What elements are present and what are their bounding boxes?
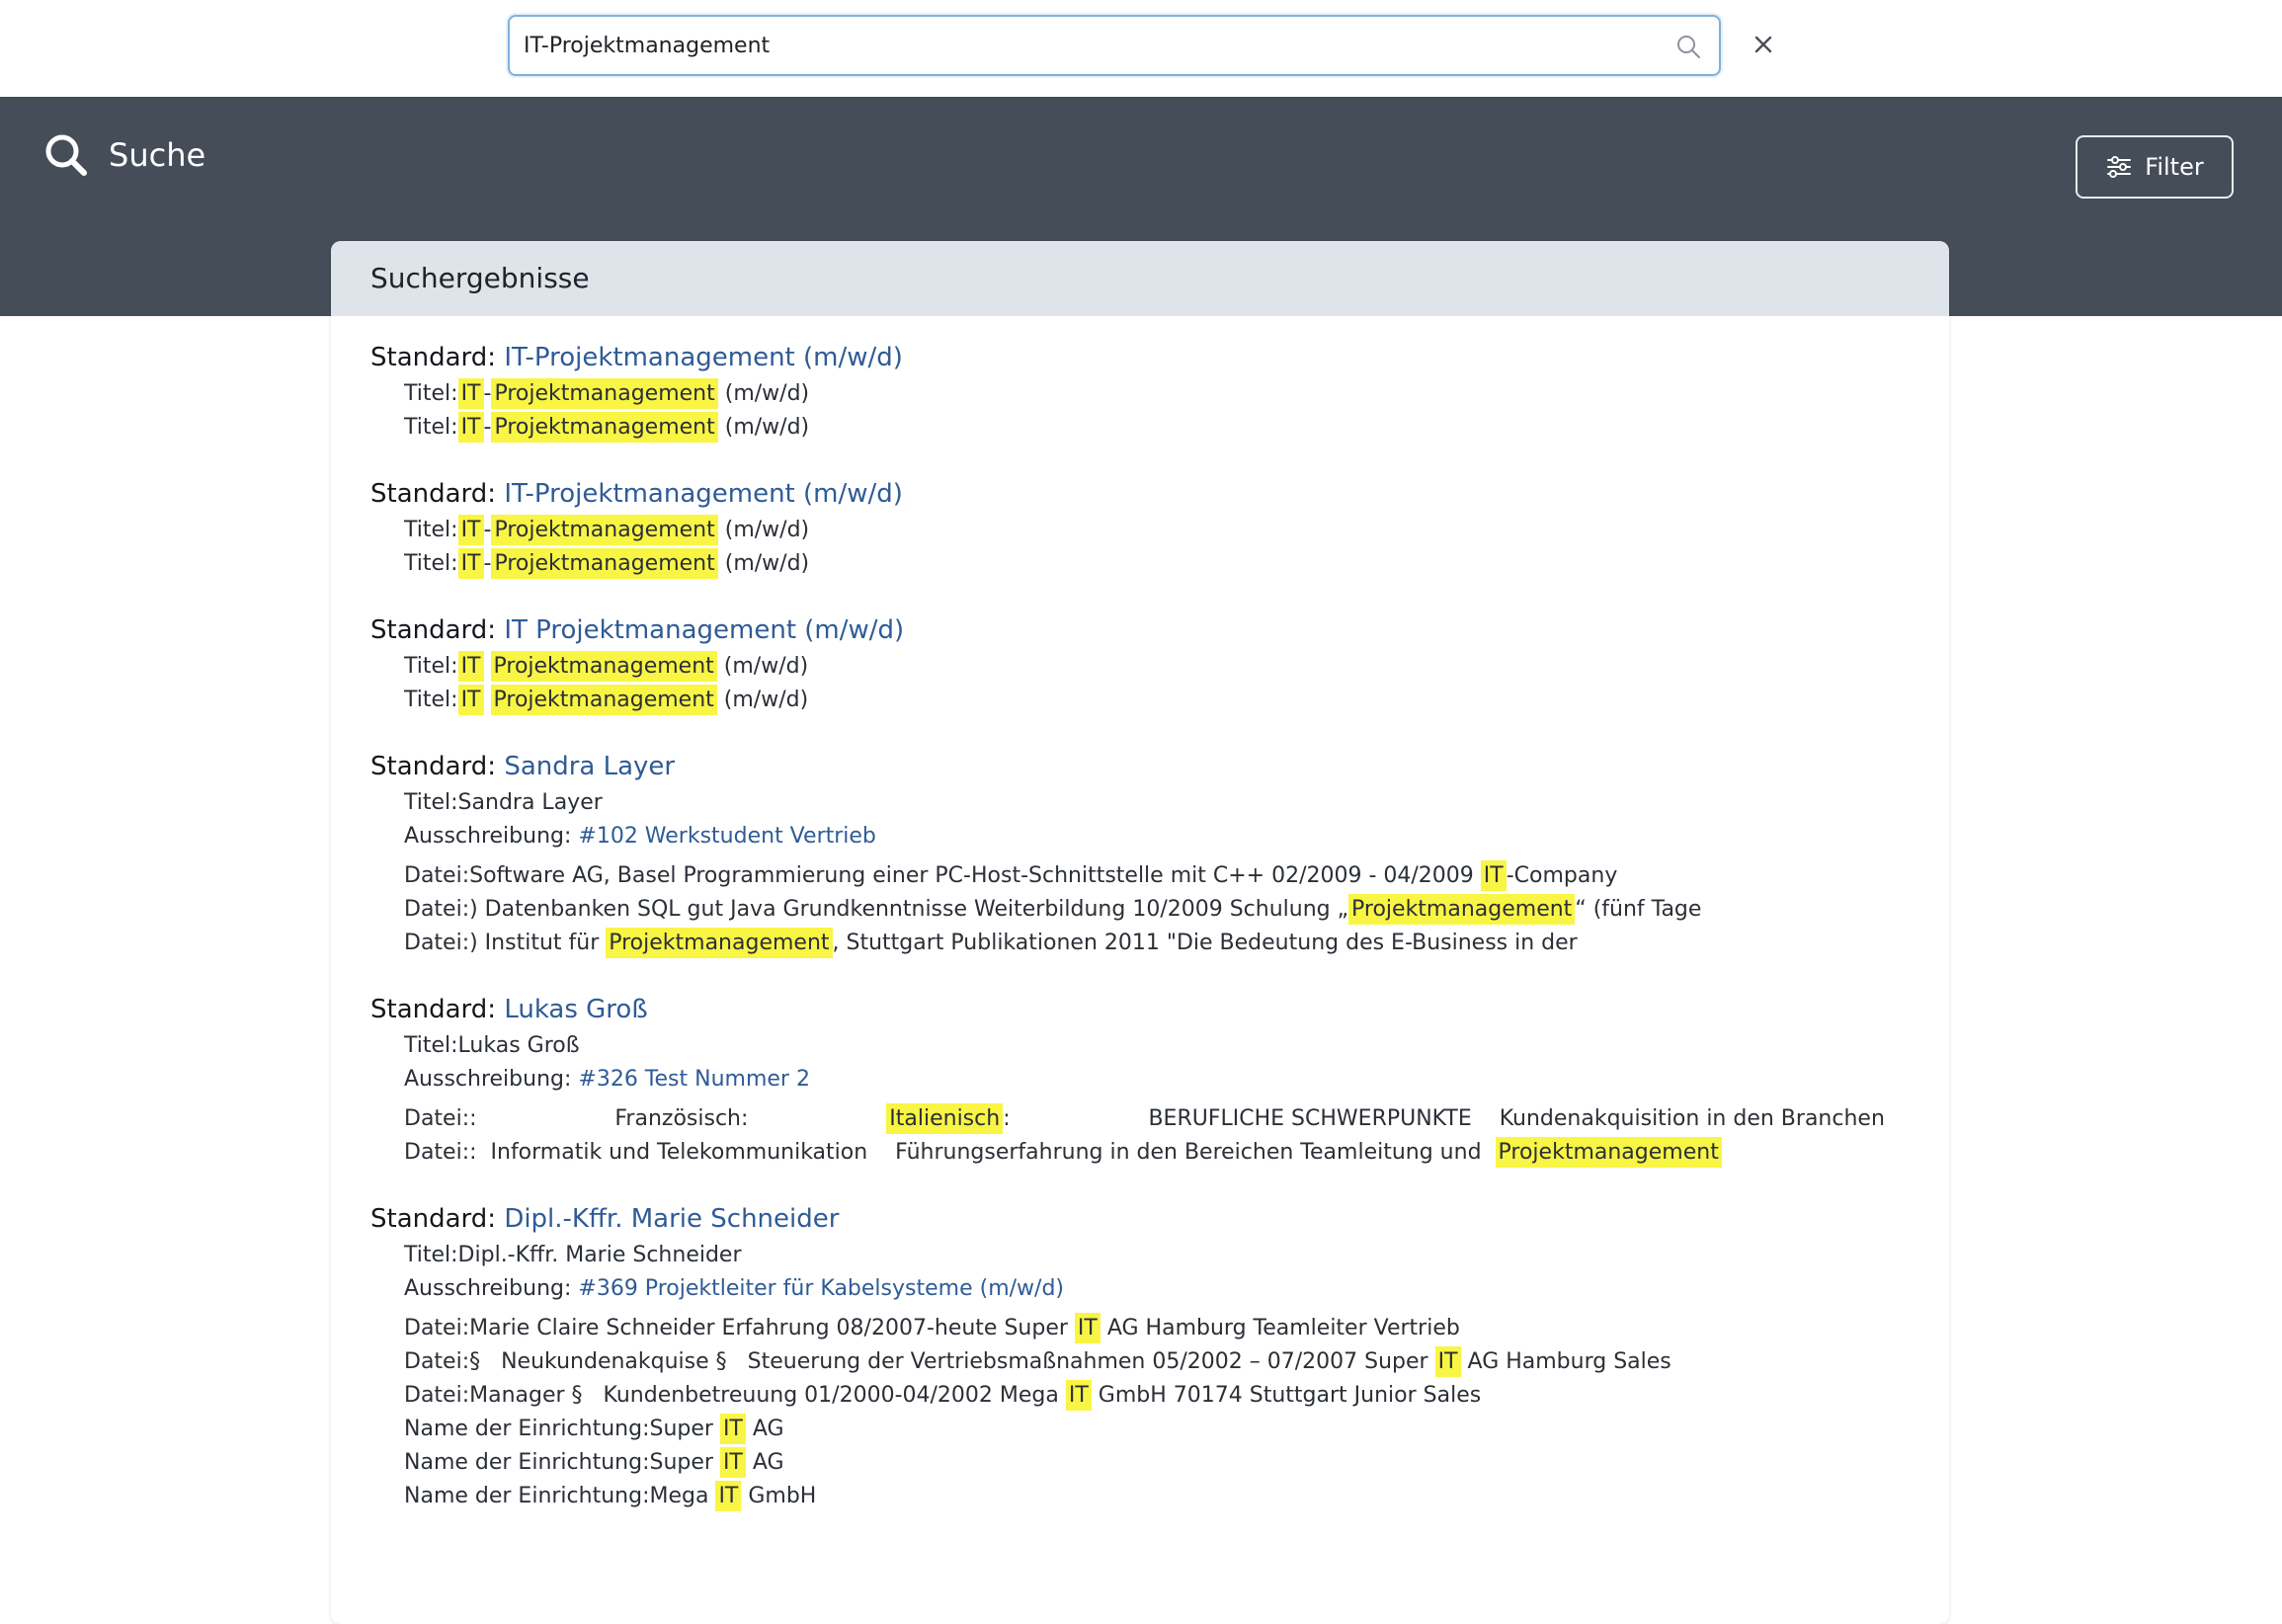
search-highlight: Projektmanagement [491,378,717,409]
result-item [370,610,1910,717]
search-input[interactable] [524,17,1660,74]
result-title-link[interactable]: IT-Projektmanagement (m/w/d) [504,479,903,509]
job-posting-link[interactable]: #326 Test Nummer 2 [578,1067,810,1092]
detail-text: Titel:Sandra Layer [404,790,603,815]
search-highlight: IT [458,515,484,545]
detail-text: - [483,518,492,542]
result-item [370,338,1910,445]
result-heading [370,747,1910,786]
result-title-link[interactable]: IT-Projektmanagement (m/w/d) [504,343,903,372]
detail-text: Titel: [404,688,458,712]
detail-text: (m/w/d) [717,381,810,406]
result-type-label: Standard: [370,995,497,1024]
result-detail-line [370,514,1910,547]
detail-text: AG Hamburg Sales [1460,1349,1671,1374]
result-detail-line [370,1136,1910,1170]
detail-text: GmbH [741,1484,817,1508]
search-highlight: IT [458,412,484,443]
detail-text: Datei:Software AG, Basel Programmierung einer PC-Host-Schnittstelle mit C++ 02/2009 - 04/2009 [404,863,1481,888]
sliders-icon [2105,153,2133,181]
result-title-link[interactable]: Dipl.-Kffr. Marie Schneider [504,1204,840,1234]
result-title-link[interactable]: Sandra Layer [504,752,676,781]
search-highlight: Italienisch [886,1103,1003,1134]
result-type-label: Standard: [370,343,497,372]
search-highlight: IT [720,1414,746,1444]
page-title: Suche [109,136,206,174]
result-detail-line [370,1413,1910,1446]
detail-text: Titel: [404,415,458,440]
detail-text: Name der Einrichtung:Mega [404,1484,716,1508]
detail-text: Titel: [404,551,458,576]
result-detail-line [370,650,1910,684]
result-detail-line [370,893,1910,927]
detail-text: AG [745,1417,784,1441]
detail-text [484,654,491,679]
detail-text: -Company [1506,863,1618,888]
result-type-label: Standard: [370,479,497,509]
search-box [508,15,1721,76]
results-list [331,316,1949,1513]
result-heading [370,1199,1910,1239]
detail-text: - [483,415,492,440]
detail-text: Datei:§ Neukundenakquise § Steuerung der Vertriebsmaßnahmen 05/2002 – 07/2007 Super [404,1349,1435,1374]
result-detail-line [370,820,1910,853]
detail-text: Name der Einrichtung:Super [404,1417,720,1441]
detail-text: Titel: [404,654,458,679]
close-icon[interactable] [1749,30,1778,59]
detail-text: Datei:: Französisch: [404,1106,887,1131]
detail-text [484,688,491,712]
result-detail-line [370,859,1910,893]
job-posting-link[interactable]: #102 Werkstudent Vertrieb [578,824,876,849]
result-type-label: Standard: [370,752,497,781]
result-item [370,474,1910,581]
result-detail-line [370,1102,1910,1136]
results-card [331,241,1949,1624]
filter-button-label: Filter [2145,153,2204,181]
detail-text: - [483,381,492,406]
result-detail-line [370,1446,1910,1480]
detail-text: Datei:Marie Claire Schneider Erfahrung 08/2007-heute Super [404,1316,1075,1340]
result-type-label: Standard: [370,1204,497,1234]
search-highlight: IT [458,651,484,682]
detail-text: (m/w/d) [717,518,810,542]
detail-text: Datei:Manager § Kundenbetreuung 01/2000-04/2002 Mega [404,1383,1066,1408]
search-highlight: Projektmanagement [491,548,717,579]
search-highlight: IT [458,378,484,409]
detail-text: Titel: [404,381,458,406]
search-highlight: Projektmanagement [491,651,717,682]
search-highlight: Projektmanagement [1496,1137,1722,1168]
detail-text: (m/w/d) [716,654,809,679]
result-detail-line [370,547,1910,581]
detail-text: Ausschreibung: [404,1276,579,1301]
detail-text: GmbH 70174 Stuttgart Junior Sales [1091,1383,1482,1408]
search-highlight: Projektmanagement [491,515,717,545]
search-highlight: IT [1481,860,1507,891]
search-highlight: Projektmanagement [491,685,717,715]
detail-text: Titel:Lukas Groß [404,1033,580,1058]
detail-text: - [483,551,492,576]
search-highlight: Projektmanagement [1348,894,1575,925]
result-item [370,747,1910,960]
detail-text: AG [745,1450,784,1475]
result-type-label: Standard: [370,615,497,645]
detail-text: (m/w/d) [717,415,810,440]
search-icon[interactable] [1675,34,1701,59]
result-detail-line [370,1345,1910,1379]
result-detail-line [370,1480,1910,1513]
result-detail-line [370,1239,1910,1272]
detail-text: : BERUFLICHE SCHWERPUNKTE Kundenakquisition in den Branchen [1003,1106,1885,1131]
search-highlight: IT [720,1447,746,1478]
search-highlight: IT [1435,1346,1461,1377]
card-title: Suchergebnisse [331,241,1949,316]
result-title-link[interactable]: Lukas Groß [504,995,648,1024]
detail-text: AG Hamburg Teamleiter Vertrieb [1100,1316,1460,1340]
search-highlight: Projektmanagement [606,928,832,958]
result-detail-line [370,1312,1910,1345]
detail-text: Titel:Dipl.-Kffr. Marie Schneider [404,1243,742,1267]
detail-text: Ausschreibung: [404,824,579,849]
result-detail-line [370,411,1910,445]
search-highlight: IT [458,548,484,579]
result-detail-line [370,927,1910,960]
detail-text: , Stuttgart Publikationen 2011 "Die Bedeutung des E-Business in der [832,931,1578,955]
search-highlight: IT [1075,1313,1100,1343]
result-detail-line [370,684,1910,717]
detail-text: “ (fünf Tage [1575,897,1702,922]
search-highlight: Projektmanagement [491,412,717,443]
search-icon [43,132,89,178]
search-highlight: IT [1066,1380,1092,1411]
result-title-link[interactable]: IT Projektmanagement (m/w/d) [504,615,905,645]
result-detail-line [370,377,1910,411]
search-highlight: IT [458,685,484,715]
result-item [370,1199,1910,1513]
detail-text: Ausschreibung: [404,1067,579,1092]
search-highlight: IT [715,1481,741,1511]
result-heading [370,990,1910,1029]
detail-text: Datei:) Datenbanken SQL gut Java Grundkenntnisse Weiterbildung 10/2009 Schulung „ [404,897,1349,922]
detail-text: (m/w/d) [716,688,809,712]
result-detail-line [370,1379,1910,1413]
result-heading [370,610,1910,650]
top-search-bar [0,0,2282,97]
result-detail-line [370,1063,1910,1096]
detail-text: Datei:: Informatik und Telekommunikation Führungserfahrung in den Bereichen Teamleitung und [404,1140,1496,1165]
detail-text: Name der Einrichtung:Super [404,1450,720,1475]
result-detail-line [370,786,1910,820]
filter-button[interactable] [2076,135,2234,199]
result-heading [370,474,1910,514]
detail-text: Datei:) Institut für [404,931,607,955]
result-detail-line [370,1272,1910,1306]
job-posting-link[interactable]: #369 Projektleiter für Kabelsysteme (m/w/d) [578,1276,1064,1301]
detail-text: (m/w/d) [717,551,810,576]
detail-text: Titel: [404,518,458,542]
result-detail-line [370,1029,1910,1063]
result-heading [370,338,1910,377]
result-item [370,990,1910,1170]
